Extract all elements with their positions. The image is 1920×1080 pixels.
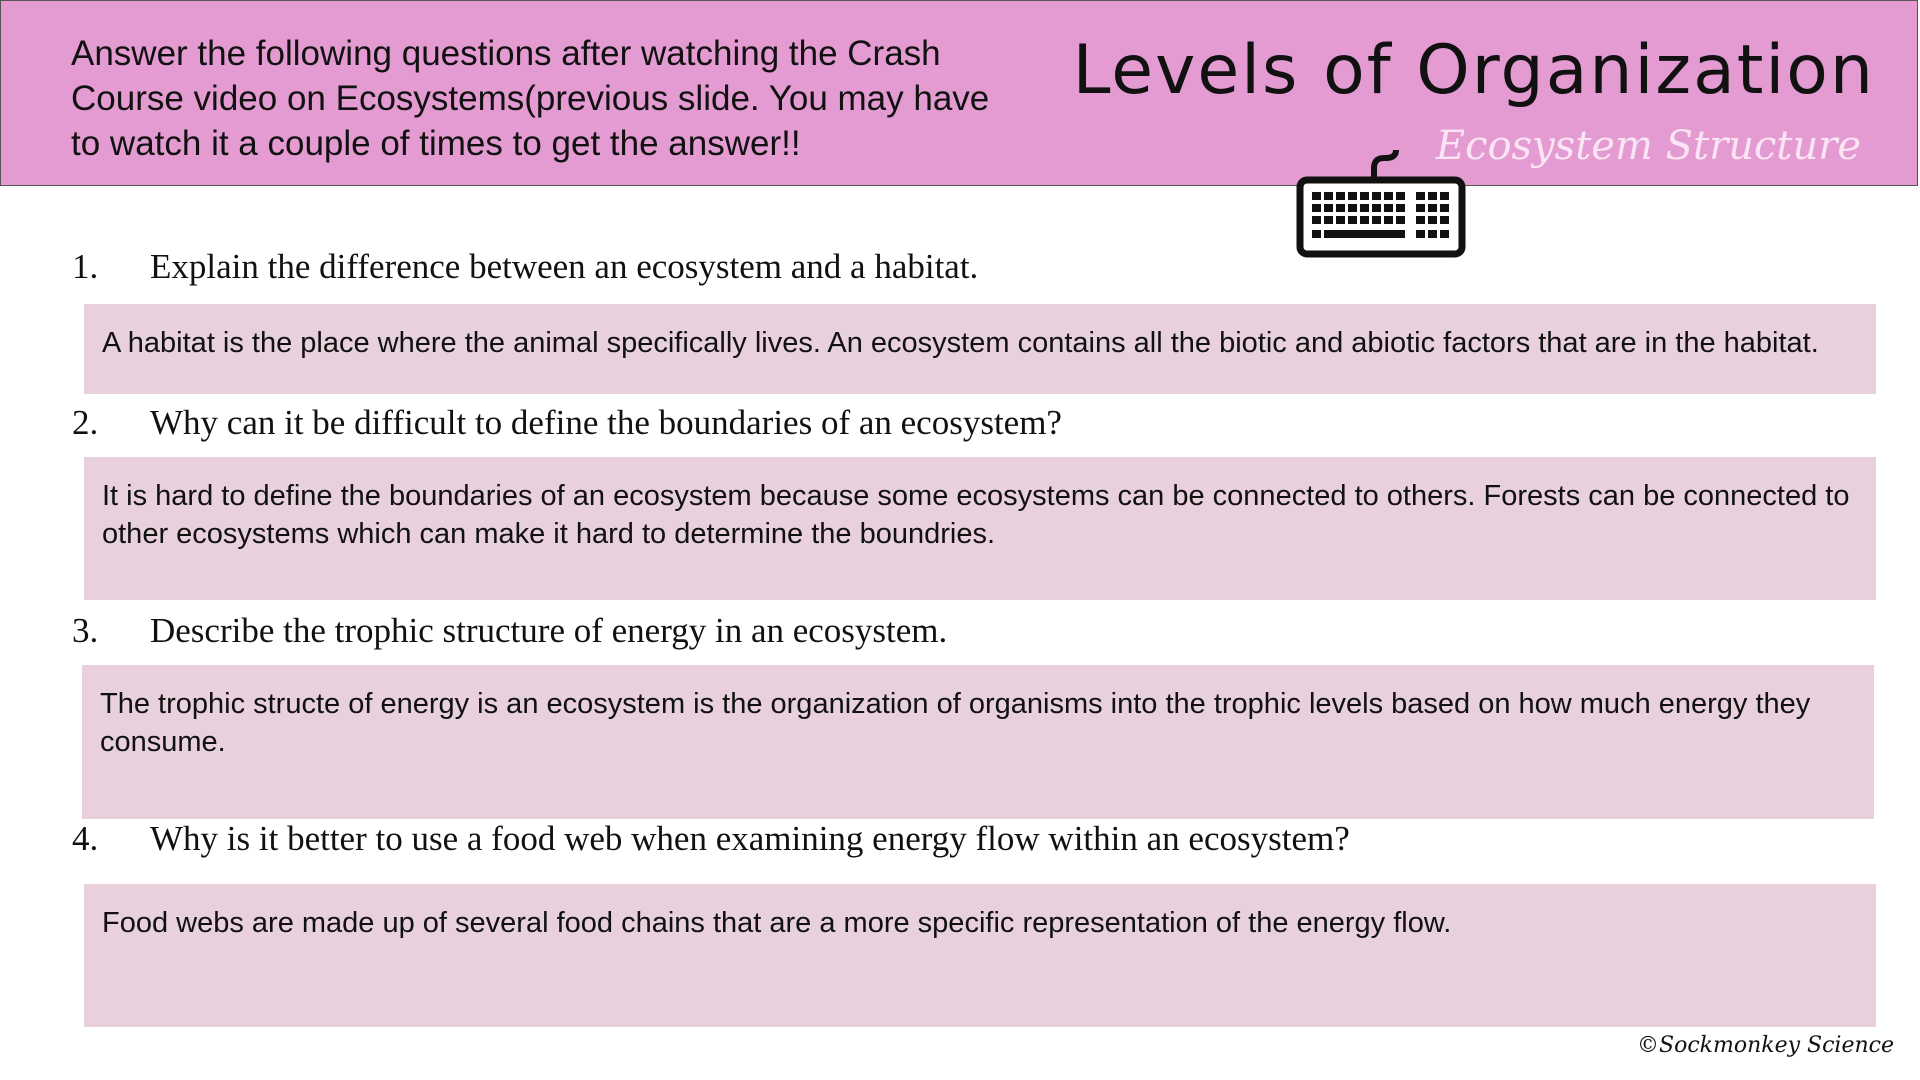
question-1 [72,247,978,287]
answer-box-1[interactable]: A habitat is the place where the animal specifically lives. An ecosystem contains all the biotic and abiotic factors that are in the habitat. [84,304,1876,394]
question-3 [72,611,947,651]
slide-title: Levels of Organization [1072,31,1875,110]
question-1-text: Explain the difference between an ecosystem and a habitat. [150,247,979,286]
question-4-number: 4. [72,819,99,858]
keyboard-icon [1296,150,1466,260]
copyright-text: ©Sockmonkey Science [1637,1033,1894,1058]
header-banner [0,0,1918,186]
answer-box-4[interactable]: Food webs are made up of several food chains that are a more specific representation of the energy flow. [84,884,1876,1027]
answer-box-3[interactable]: The trophic structe of energy is an ecosystem is the organization of organisms into the trophic levels based on how much energy they consume. [82,665,1874,819]
question-4 [72,819,1350,859]
instructions-text: Answer the following questions after watching the Crash Course video on Ecosystems(previous slide. You may have to watch it a couple of times to get the answer!! [71,34,990,163]
slide-subtitle: Ecosystem Structure [1435,123,1861,169]
question-2-number: 2. [72,403,99,442]
question-2-text: Why can it be difficult to define the boundaries of an ecosystem? [150,403,1062,442]
question-2 [72,403,1062,443]
answer-box-2[interactable]: It is hard to define the boundaries of an ecosystem because some ecosystems can be connected to others. Forests can be connected to other ecosystems which can make it hard to determine the boundries. [84,457,1876,600]
question-1-number: 1. [72,247,99,286]
question-3-number: 3. [72,611,99,650]
question-3-text: Describe the trophic structure of energy in an ecosystem. [150,611,948,650]
question-4-text: Why is it better to use a food web when examining energy flow within an ecosystem? [150,819,1350,858]
